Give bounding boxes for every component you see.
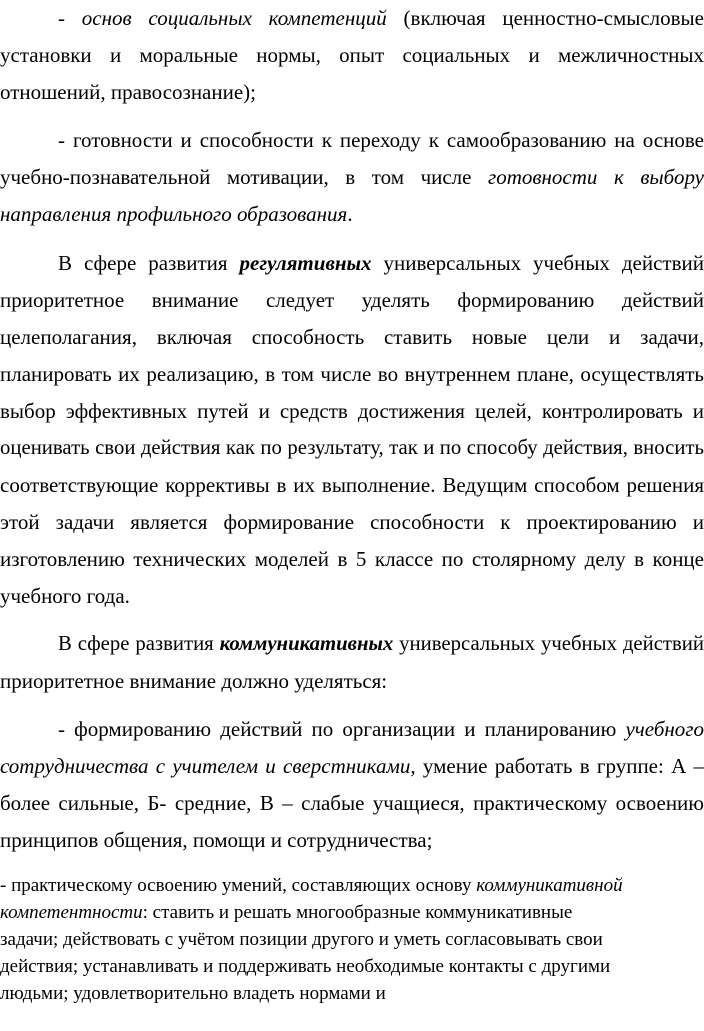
italic-text: коммуникативной [476,875,623,896]
text-line: людьми; удовлетворительно владеть нормами и [0,983,386,1004]
italic-text: направления профильного образования [0,202,348,226]
text-line: учебного года. [0,584,130,608]
text-line: отношений, правосознание); [0,80,256,104]
text-line [0,748,704,784]
text-span: универсальных учебных действий [371,251,704,275]
text-line: приоритетное внимание следует уделять формированию действий [0,288,704,312]
text-line: задачи; действовать с учётом позиции другого и уметь согласовывать свои [0,929,603,950]
text-span: умение работать в группе: А – [415,754,704,778]
italic-text: компетентности [0,902,143,923]
italic-text: учебного [625,717,704,741]
text-span: учебно-познавательной мотивации, в том числе [0,165,489,189]
text-span: универсальных учебных действий [393,633,704,655]
text-span: (включая ценностно-смысловые [386,6,704,30]
text-line: соответствующие коррективы в их выполнение. Ведущим способом решения [0,473,704,497]
text-line: оценивать свои действия как по результату, так и по способу действия, вносить [0,437,704,459]
italic-text: основ социальных компетенций [81,6,387,30]
text-span: - формированию действий по организации и планированию [58,717,626,741]
text-line [0,899,704,926]
italic-text: сотрудничества с учителем и сверстниками, [0,754,416,778]
text-span: - практическому освоению умений, составляющих основу [0,875,477,896]
text-line: - готовности и способности к переходу к самообразованию на основе [58,128,704,152]
text-span: : ставить и решать многообразные коммуникативные [142,902,573,923]
text-line [0,626,704,662]
text-line: установки и моральные нормы, опыт социальных и межличностных [0,43,704,67]
bold-italic-text: регулятивных [239,251,372,275]
text-line: принципов общения, помощи и сотрудничества; [0,828,433,852]
text-line: приоритетное внимание должно уделяться: [0,669,388,693]
text-span: . [347,202,353,226]
text-line [0,159,704,195]
text-line: действия; устанавливать и поддерживать необходимые контакты с другими [0,956,611,977]
text-line [0,872,704,899]
text-span: В сфере развития [58,251,240,275]
text-line: более сильные, Б- средние, В – слабые учащиеся, практическому освоению [0,791,704,815]
italic-text: готовности к выбору [488,165,704,189]
text-line: этой задачи является формирование способности к проектированию и [0,510,704,534]
text-line [0,245,704,281]
text-span: - [58,6,82,30]
bold-italic-text: коммуникативных [219,633,394,655]
text-line: изготовлению технических моделей в 5 классе по столярному делу в конце [0,547,704,571]
text-line [0,711,704,747]
text-line: целеполагания, включая способность ставить новые цели и задачи, [0,325,704,349]
text-span: В сфере развития [58,633,220,655]
text-line [0,196,704,232]
text-line: выбор эффективных путей и средств достижения целей, контролировать и [0,399,704,423]
text-line [0,0,704,36]
text-line: планировать их реализацию, в том числе во внутреннем плане, осуществлять [0,362,704,386]
